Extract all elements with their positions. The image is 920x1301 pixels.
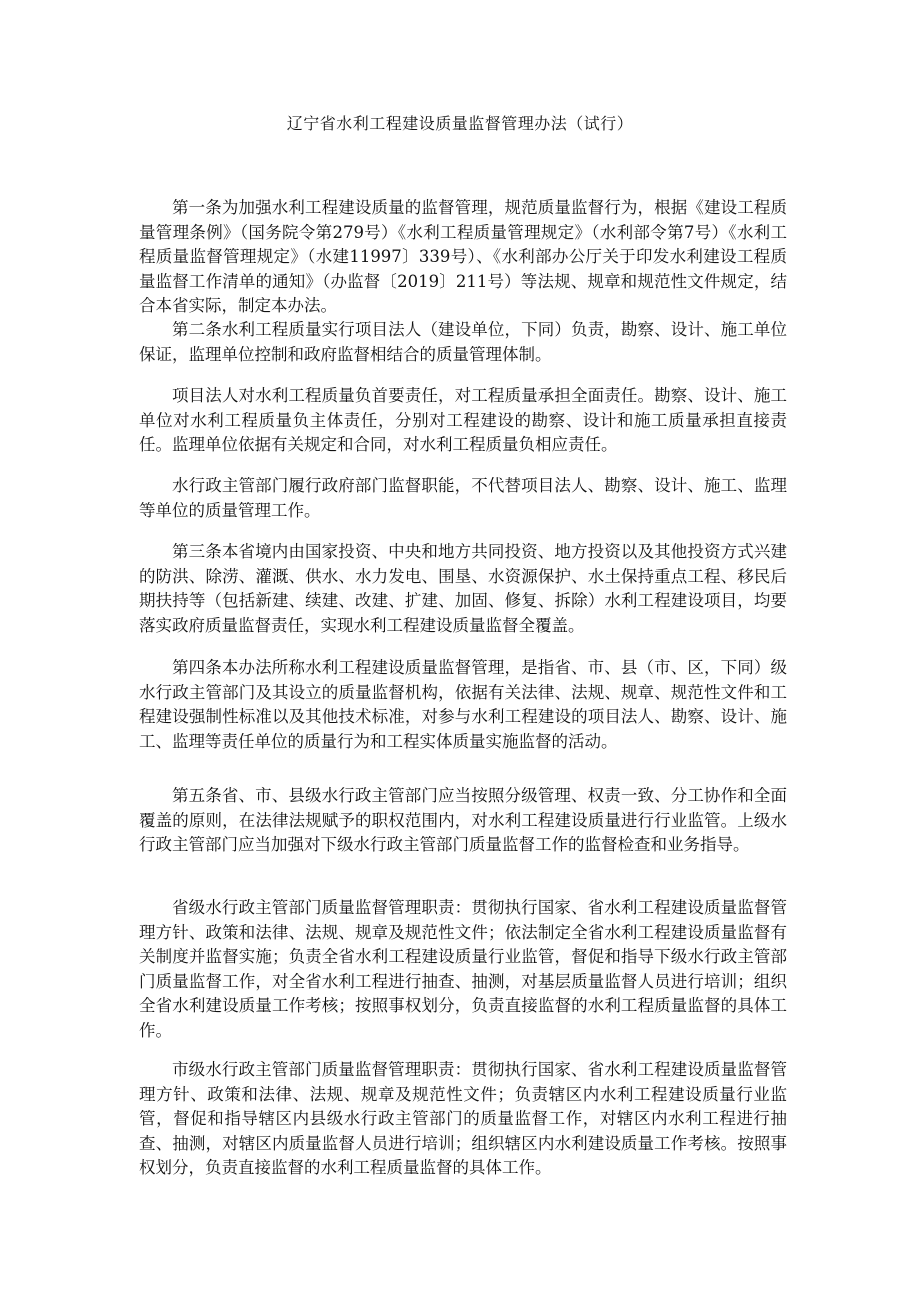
project-legal-person-paragraph: 项目法人对水利工程质量负首要责任，对工程质量承担全面责任。勘察、设计、施工单位对水利工程质量负主体责任，分别对工程建设的勘察、设计和施工质量承担直接责任。监理单位依据有关规定和合同，对水利工程质量负相应责任。	[139, 386, 787, 455]
provincial-duties-paragraph: 省级水行政主管部门质量监督管理职责：贯彻执行国家、省水利工程建设质量监督管理方针、政策和法律、法规、规章及规范性文件；依法制定全省水利工程建设质量监督有关制度并监督实施；负责全省水利工程建设质量行业监管，督促和指导下级水行政主管部门质量监督工作，对全省水利工程进行抽查、抽测，对基层质量监督人员进行培训；组织全省水利建设质量工作考核；按照事权划分，负责直接监督的水利工程质量监督的具体工作。	[139, 898, 787, 1040]
article-1-paragraph: 第一条为加强水利工程建设质量的监督管理，规范质量监督行为，根据《建设工程质量管理条例》（国务院令第279号）《水利工程质量管理规定》（水利部令第7号）《水利工程质量监督管理规定》（水建11997〕339号）、《水利部办公厅关于印发水利建设工程质量监督工作清单的通知》（办监督〔2019〕211号）等法规、规章和规范性文件规定，结合本省实际，制定本办法。	[139, 198, 787, 316]
article-3-paragraph: 第三条本省境内由国家投资、中央和地方共同投资、地方投资以及其他投资方式兴建的防洪、除涝、灌溉、供水、水力发电、围垦、水资源保护、水土保持重点工程、移民后期扶持等（包括新建、续建、改建、扩建、加固、修复、拆除）水利工程建设项目，均要落实政府质量监督责任，实现水利工程建设质量监督全覆盖。	[139, 542, 787, 635]
water-admin-dept-paragraph: 水行政主管部门履行政府部门监督职能，不代替项目法人、勘察、设计、施工、监理等单位的质量管理工作。	[139, 476, 787, 520]
document-title: 辽宁省水利工程建设质量监督管理办法（试行）	[286, 114, 634, 133]
article-2-paragraph: 第二条水利工程质量实行项目法人（建设单位，下同）负责，勘察、设计、施工单位保证，监理单位控制和政府监督相结合的质量管理体制。	[139, 320, 787, 364]
article-4-paragraph: 第四条本办法所称水利工程建设质量监督管理，是指省、市、县（市、区，下同）级水行政主管部门及其设立的质量监督机构，依据有关法律、法规、规章、规范性文件和工程建设强制性标准以及其他技术标准，对参与水利工程建设的项目法人、勘察、设计、施工、监理等责任单位的质量行为和工程实体质量实施监督的活动。	[139, 658, 787, 751]
article-5-paragraph: 第五条省、市、县级水行政主管部门应当按照分级管理、权责一致、分工协作和全面覆盖的原则，在法律法规赋予的职权范围内，对水利工程建设质量进行行业监管。上级水行政主管部门应当加强对下级水行政主管部门质量监督工作的监督检查和业务指导。	[139, 786, 787, 855]
municipal-duties-paragraph: 市级水行政主管部门质量监督管理职责：贯彻执行国家、省水利工程建设质量监督管理方针、政策和法律、法规、规章及规范性文件；负责辖区内水利工程建设质量行业监管，督促和指导辖区内县级水行政主管部门的质量监督工作，对辖区内水利工程进行抽查、抽测，对辖区内质量监督人员进行培训；组织辖区内水利建设质量工作考核。按照事权划分，负责直接监督的水利工程质量监督的具体工作。	[139, 1060, 787, 1178]
